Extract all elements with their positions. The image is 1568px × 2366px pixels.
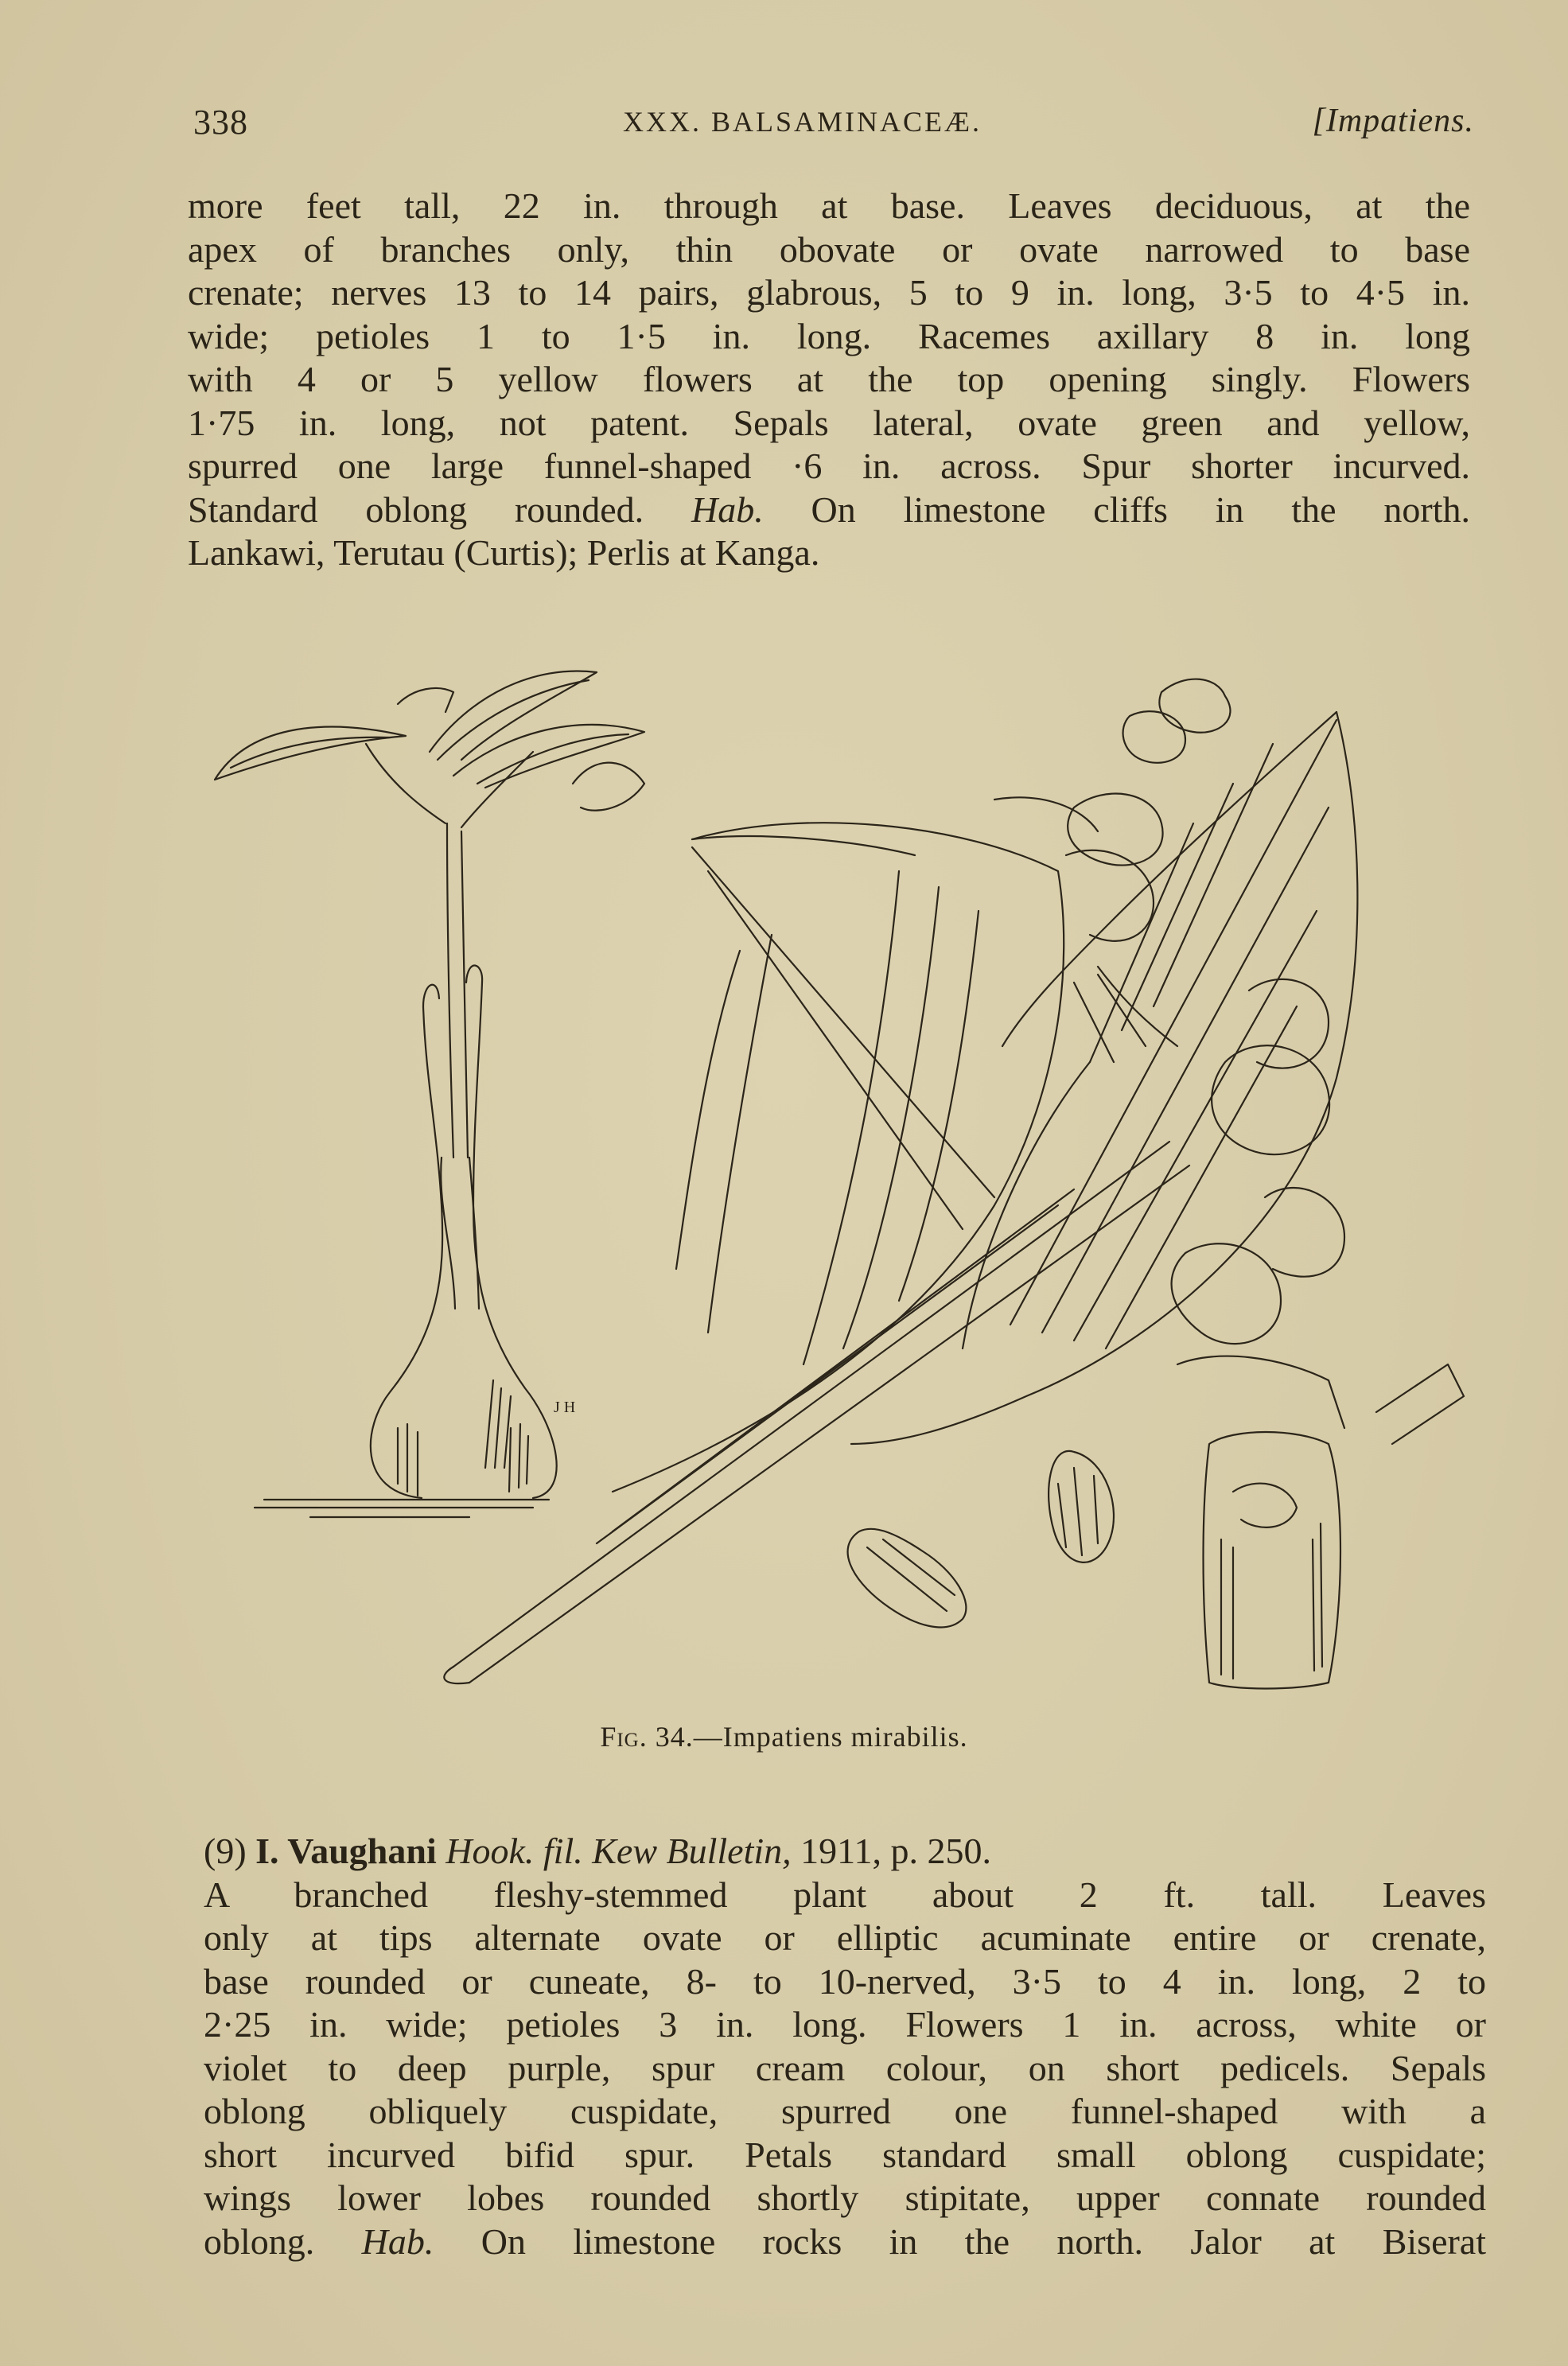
text-line: wide; petioles 1 to 1·5 in. long. Racemes axillary 8 in. long — [188, 315, 1470, 356]
text-line: 2·25 in. wide; petioles 3 in. long. Flowers 1 in. across, white or — [204, 2004, 1486, 2045]
text-segment: Standard oblong rounded. — [188, 488, 691, 530]
habitat-label: Hab. — [691, 488, 764, 530]
figure-caption — [0, 1720, 1568, 1753]
text-line: base rounded or cuneate, 8- to 10-nerved, 3·5 to 4 in. long, 2 to — [204, 1960, 1486, 2002]
page-number: 338 — [193, 103, 248, 142]
chapter-title: XXX. BALSAMINACEÆ. — [623, 106, 982, 138]
text-line — [188, 488, 1470, 532]
genus-heading: [Impatiens. — [1312, 103, 1474, 139]
text-line: crenate; nerves 13 to 14 pairs, glabrous, 5 to 9 in. long, 3·5 to 4·5 in. — [188, 272, 1470, 313]
text-line: spurred one large funnel-shaped ·6 in. across. Spur shorter incurved. — [188, 446, 1470, 486]
entry-heading — [204, 1830, 1486, 1874]
text-line: with 4 or 5 yellow flowers at the top opening singly. Flowers — [188, 359, 1470, 399]
text-line: 1·75 in. long, not patent. Sepals lateral, ovate green and yellow, — [188, 402, 1470, 443]
botanical-illustration — [199, 648, 1472, 1699]
species-name: I. Vaughani — [255, 1831, 437, 1871]
authority: Hook. fil. Kew Bulletin, — [436, 1831, 792, 1871]
text-line: Lankawi, Terutau (Curtis); Perlis at Kanga. — [188, 532, 820, 573]
text-line: A branched fleshy-stemmed plant about 2 ft. tall. Leaves — [204, 1874, 1486, 1915]
bulbous-stem — [371, 823, 557, 1498]
seed-pods — [848, 1451, 1114, 1628]
lower-leaf — [613, 823, 1064, 1492]
text-line: short incurved bifid spur. Petals standard small oblong cuspidate; — [204, 2134, 1486, 2175]
text-segment: On limestone rocks in the north. Jalor at Biserat — [434, 2220, 1487, 2262]
upper-left-leaves — [215, 671, 644, 827]
artist-initials: J H — [554, 1399, 576, 1416]
text-segment: On limestone cliffs in the north. — [763, 488, 1470, 530]
text-line: more feet tall, 22 in. through at base. Leaves deciduous, at the — [188, 185, 1470, 226]
text-line: violet to deep purple, spur cream colour, on short pedicels. Sepals — [204, 2047, 1486, 2088]
ground-lines — [255, 1500, 549, 1517]
text-line: oblong obliquely cuspidate, spurred one funnel-shaped with a — [204, 2091, 1486, 2131]
species-entry — [204, 1830, 1486, 2263]
caption-prefix: Fig. — [600, 1721, 648, 1753]
text-line: apex of branches only, thin obovate or ovate narrowed to base — [188, 228, 1470, 270]
text-line — [204, 2220, 1486, 2264]
thick-stem — [1177, 1356, 1344, 1689]
main-leaf — [851, 712, 1357, 1444]
running-head — [193, 102, 1474, 150]
citation: 1911, p. 250. — [791, 1831, 991, 1871]
description-paragraph — [188, 185, 1470, 575]
text-line: wings lower lobes rounded shortly stipitate, upper connate rounded — [204, 2177, 1486, 2218]
caption-text: 34.—Impatiens mirabilis. — [647, 1721, 968, 1753]
text-line: only at tips alternate ovate or elliptic acuminate entire or crenate, — [204, 1917, 1486, 1958]
habitat-label: Hab. — [361, 2220, 434, 2262]
text-segment: oblong. — [204, 2220, 362, 2262]
entry-number: (9) — [204, 1831, 256, 1871]
